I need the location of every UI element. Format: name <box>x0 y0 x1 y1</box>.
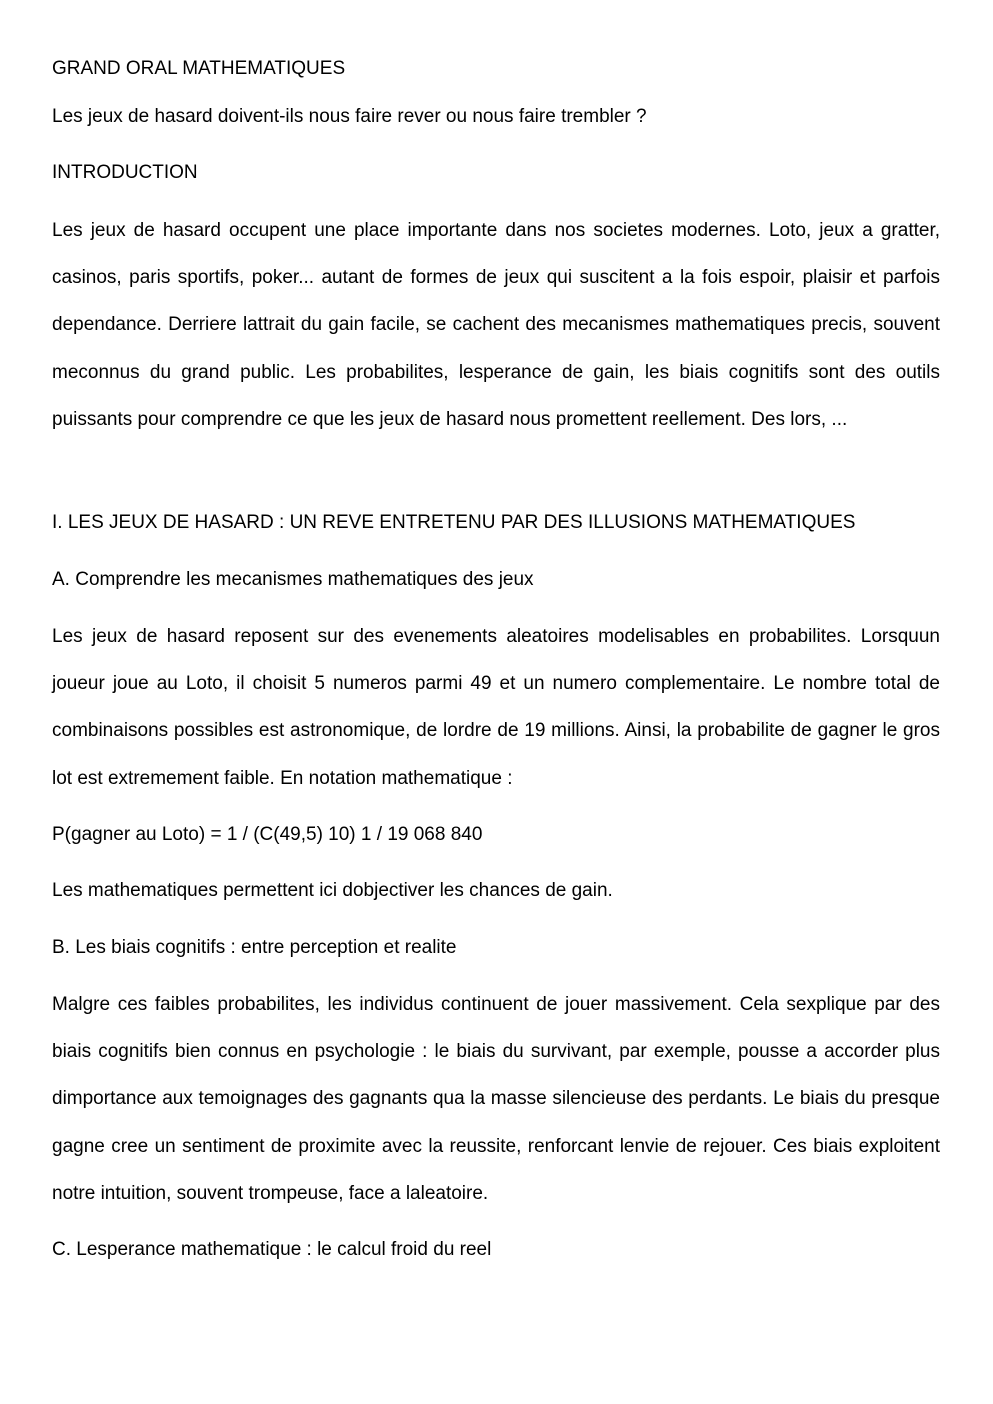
section-c-heading: C. Lesperance mathematique : le calcul froid du reel <box>52 1239 492 1260</box>
document-title: GRAND ORAL MATHEMATIQUES <box>52 58 346 79</box>
section-b-paragraph: Malgre ces faibles probabilites, les individus continuent de jouer massivement. Cela sexplique par des biais cognitifs bien connus en psychologie : le biais du survivant, par exemple, pousse a accorder plus dimportance aux temoignages des gagnants qua la masse silencieuse des perdants. Le biais du presque gagne cree un sentiment de proximite avec la reussite, renforcant lenvie de rejouer. Ces biais exploitent notre intuition, souvent trompeuse, face a laleatoire. <box>52 994 940 1204</box>
formula: P(gagner au Loto) = 1 / (C(49,5) 10) 1 / 19 068 840 <box>52 824 483 845</box>
introduction-paragraph: Les jeux de hasard occupent une place importante dans nos societes modernes. Loto, jeux a gratter, casinos, paris sportifs, poker... autant de formes de jeux qui suscitent a la fois espoir, plaisir et parfois dependance. Derriere lattrait du gain facile, se cachent des mecanismes mathematiques precis, souvent meconnus du grand public. Les probabilites, lesperance de gain, les biais cognitifs sont des outils puissants pour comprendre ce que les jeux de hasard nous promettent reellement. Des lors, ... <box>52 220 940 430</box>
section-a-heading: A. Comprendre les mecanismes mathematiques des jeux <box>52 569 534 590</box>
section-b-heading: B. Les biais cognitifs : entre perception et realite <box>52 937 457 958</box>
part1-heading: I. LES JEUX DE HASARD : UN REVE ENTRETENU PAR DES ILLUSIONS MATHEMATIQUES <box>52 512 856 533</box>
section-a-paragraph: Les jeux de hasard reposent sur des evenements aleatoires modelisables en probabilites. Lorsquun joueur joue au Loto, il choisit 5 numeros parmi 49 et un numero complementaire. Le nombre total de combinaisons possibles est astronomique, de lordre de 19 millions. Ainsi, la probabilite de gagner le gros lot est extremement faible. En notation mathematique : <box>52 626 940 789</box>
introduction-heading: INTRODUCTION <box>52 162 198 183</box>
section-a-conclusion: Les mathematiques permettent ici dobjectiver les chances de gain. <box>52 880 613 901</box>
document-question: Les jeux de hasard doivent-ils nous faire rever ou nous faire trembler ? <box>52 106 647 127</box>
